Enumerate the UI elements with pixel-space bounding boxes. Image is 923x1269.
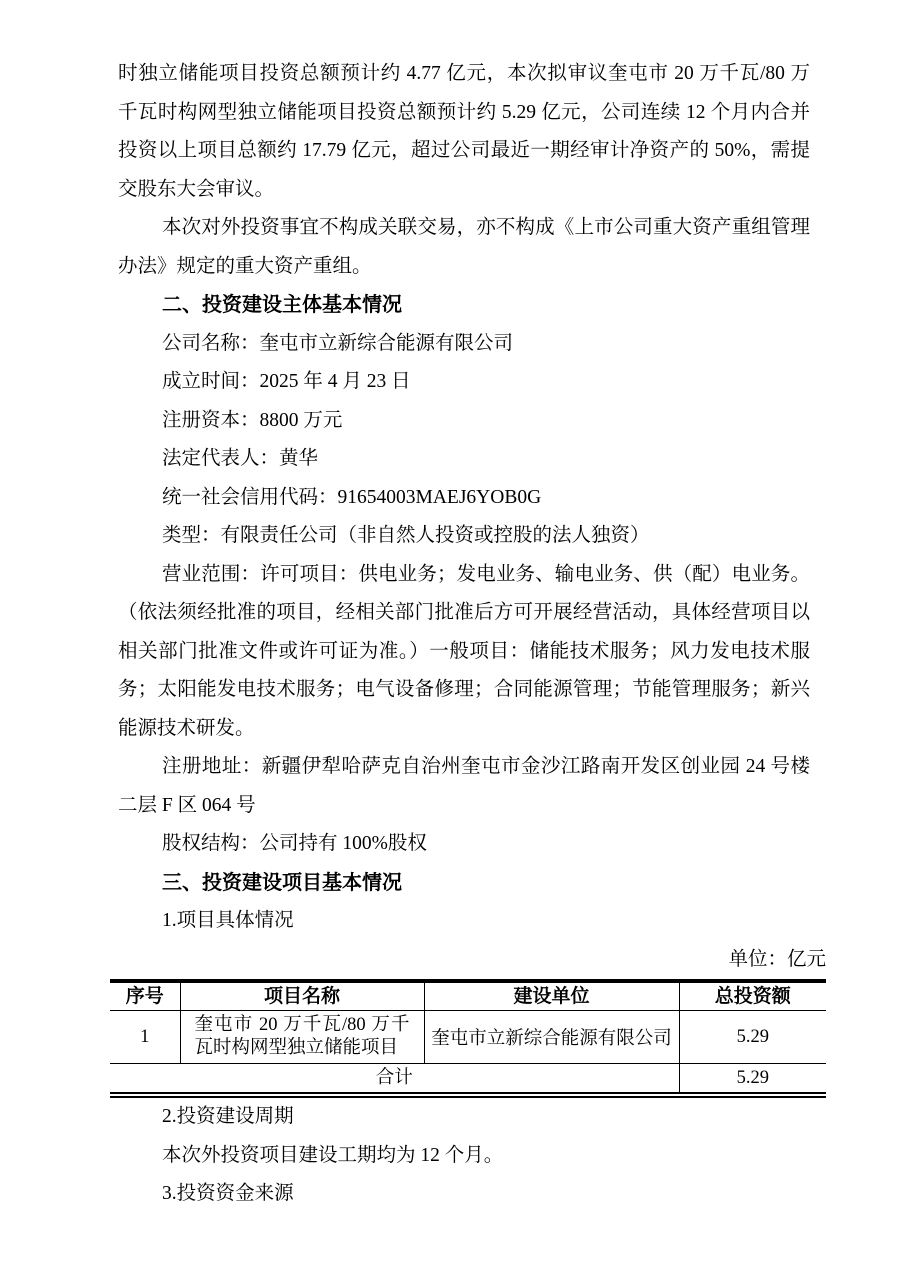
total-value: 5.29 (679, 1064, 826, 1096)
section-heading-2: 二、投资建设主体基本情况 (162, 294, 402, 316)
col-header-seq: 序号 (110, 981, 180, 1011)
business-scope-line: 相关部门批准文件或许可证为准。）一般项目：储能技术服务；风力发电技术服 (118, 640, 810, 662)
registered-address-line: 二层 F 区 064 号 (118, 794, 256, 816)
established-date-line: 成立时间：2025 年 4 月 23 日 (162, 371, 411, 392)
credit-code-line: 统一社会信用代码：91654003MAEJ6YOB0G (162, 486, 542, 508)
business-scope-line: 务；太阳能发电技术服务；电气设备修理；合同能源管理；节能管理服务；新兴 (118, 679, 810, 700)
table-row (110, 1011, 826, 1064)
section-heading-3: 三、投资建设项目基本情况 (162, 871, 402, 894)
subsection-title: 3.投资资金来源 (162, 1183, 294, 1204)
cell-builder: 奎屯市立新综合能源有限公司 (424, 1011, 679, 1064)
registered-address-line: 注册地址：新疆伊犁哈萨克自治州奎屯市金沙江路南开发区创业园 24 号楼 (162, 756, 810, 777)
unit-label: 单位：亿元 (728, 948, 826, 970)
text-line: 办法》规定的重大资产重组。 (118, 255, 372, 277)
text-line: 投资以上项目总额约 17.79 亿元，超过公司最近一期经审计净资产的 50%，需提 (118, 140, 810, 161)
project-table (110, 979, 826, 1098)
legal-representative-line: 法定代表人：黄华 (162, 448, 319, 469)
cell-amount: 5.29 (679, 1011, 826, 1064)
text-line: 本次对外投资事宜不构成关联交易，亦不构成《上市公司重大资产重组管理 (162, 217, 810, 238)
text-line: 千瓦时构网型独立储能项目投资总额预计约 5.29 亿元，公司连续 12 个月内合并 (118, 101, 810, 123)
table-total-row (110, 1064, 826, 1096)
subsection-title: 1.项目具体情况 (162, 910, 294, 931)
registered-capital-line: 注册资本：8800 万元 (162, 409, 343, 431)
col-header-total-investment: 总投资额 (679, 981, 826, 1011)
cell-seq: 1 (110, 1011, 180, 1064)
company-name-line: 公司名称：奎屯市立新综合能源有限公司 (162, 332, 514, 354)
text-line: 本次外投资项目建设工期均为 12 个月。 (162, 1144, 504, 1166)
text-line: 时独立储能项目投资总额预计约 4.77 亿元，本次拟审议奎屯市 20 万千瓦/80 万 (118, 63, 810, 84)
subsection-title: 2.投资建设周期 (162, 1106, 294, 1127)
business-scope-line: （依法须经批准的项目，经相关部门批准后方可开展经营活动，具体经营项目以 (118, 602, 810, 623)
table-header-row (110, 981, 826, 1011)
document-body (118, 55, 826, 1214)
col-header-builder: 建设单位 (424, 981, 679, 1011)
equity-structure-line: 股权结构：公司持有 100%股权 (162, 833, 427, 854)
col-header-project-name: 项目名称 (180, 981, 424, 1011)
company-type-line: 类型：有限责任公司（非自然人投资或控股的法人独资） (162, 525, 650, 546)
business-scope-line: 营业范围：许可项目：供电业务；发电业务、输电业务、供（配）电业务。 (162, 563, 810, 585)
business-scope-line: 能源技术研发。 (118, 717, 255, 739)
text-line: 交股东大会审议。 (118, 178, 275, 200)
total-label: 合计 (375, 1068, 413, 1088)
cell-project-name: 奎屯市 20 万千瓦/80 万千瓦时构网型独立储能项目 (180, 1011, 424, 1064)
